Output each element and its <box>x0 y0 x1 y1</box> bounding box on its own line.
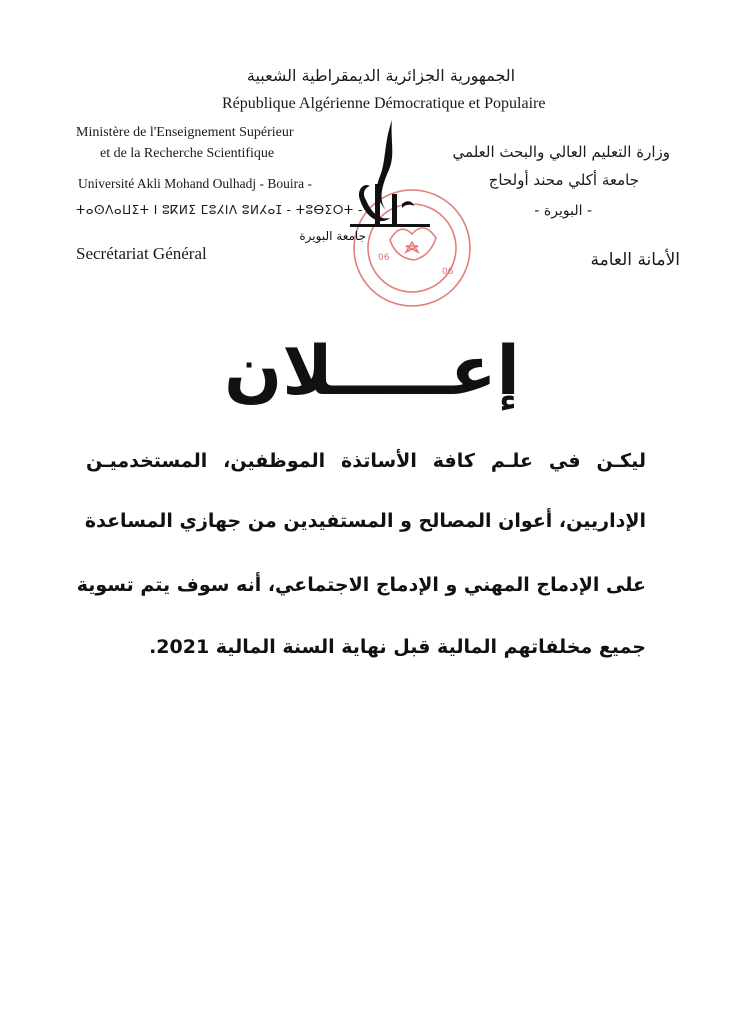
city-arabic: - البويرة - <box>534 203 592 219</box>
announcement-line-1: ليكـن في علـم كافة الأساتذة الموظفين، المستخدميـن <box>86 450 646 472</box>
secretariat-arabic: الأمانة العامة <box>590 250 680 270</box>
secretariat-french: Secrétariat Général <box>76 244 207 263</box>
official-stamp-icon <box>354 190 470 306</box>
stamp-number-right: 06 <box>442 267 454 277</box>
republic-name-french: République Algérienne Démocratique et Populaire <box>222 95 546 112</box>
republic-name-arabic: الجمهورية الجزائرية الديمقراطية الشعبية <box>246 66 516 85</box>
stamp-number-left: 06 <box>378 253 390 263</box>
ministry-french-line-1: Ministère de l'Enseignement Supérieur <box>76 125 294 140</box>
university-name-arabic: جامعة أكلي محند أولحاج <box>488 171 639 189</box>
announcement-line-3: على الإدماج المهني و الإدماج الاجتماعي، أنه سوف يتم تسوية <box>76 574 646 596</box>
university-name-tifinagh: ⵜⴰⵙⴷⴰⵡⵉⵜ ⵏ ⵓⴽⵍⵉ ⵎⵓⵃⵏⴷ ⵓⵍⵃⴰⵊ - ⵜⵓⴱⵉⵔⵜ - <box>76 203 363 217</box>
university-name-french: Université Akli Mohand Oulhadj - Bouira - <box>78 176 312 191</box>
announcement-title: إعـــــلان <box>224 332 520 411</box>
announcement-line-4: جميع مخلفاتهم المالية قبل نهاية السنة المالية 2021. <box>149 636 646 658</box>
ministry-arabic: وزارة التعليم العالي والبحث العلمي <box>452 143 670 161</box>
university-logo-stamp <box>299 120 490 310</box>
logo-text-arabic: جامعة البويرة <box>299 229 366 243</box>
university-emblem-icon <box>350 120 430 227</box>
announcement-line-2: الإداريين، أعوان المصالح و المستفيدين من جهازي المساعدة <box>84 510 646 532</box>
ministry-french-line-2: et de la Recherche Scientifique <box>100 146 275 161</box>
